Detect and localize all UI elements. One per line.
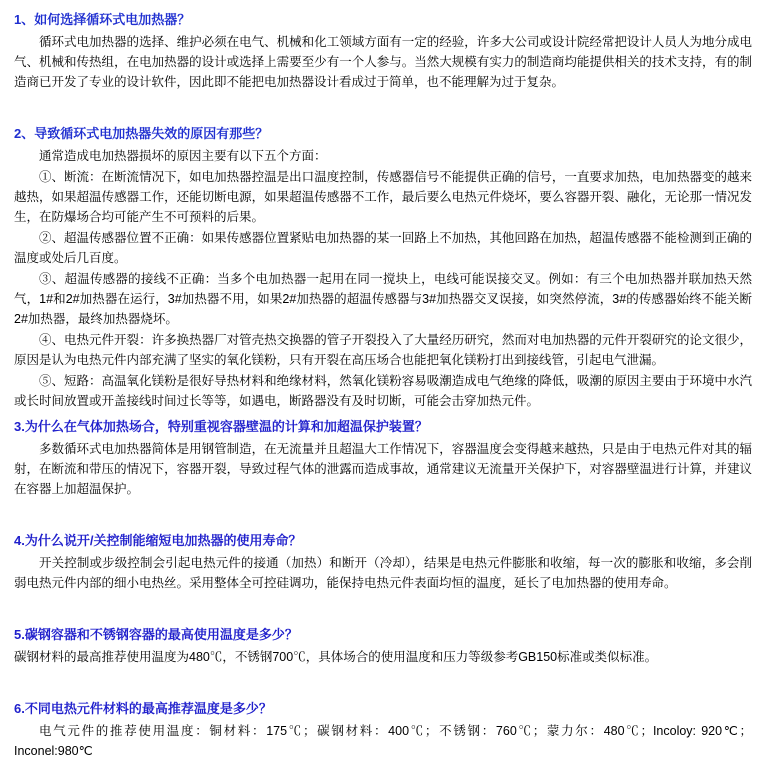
faq-heading-3: 3.为什么在气体加热场合，特别重视容器壁温的计算和加超温保护装置？ (14, 419, 428, 434)
spacer-4 (14, 673, 752, 699)
spacer-3 (14, 599, 752, 625)
faq-paragraph-4-1: 开关控制或步级控制会引起电热元件的接通（加热）和断开（冷却），结果是电热元件膨胀和收缩，每一次的膨胀和收缩，多会削弱电热元件内部的细小电热丝。采用整体全可控硅调功，能保持电热元件表面均恒的温度，延长了电加热器的使用寿命。 (14, 556, 752, 590)
faq-paragraph-2-1: 通常造成电加热器损坏的原因主要有以下五个方面： (39, 149, 327, 163)
faq-heading-1: 1、如何选择循环式电加热器？ (14, 12, 191, 27)
faq-paragraph-3-1: 多数循环式电加热器简体是用钢管制造，在无流量并且超温大工作情况下，容器温度会变得越来越热，只是由于电热元件对其的辐射，在断流和带压的情况下，容器开裂，导致过程气体的泄露而造成事故，通常建议无流量开关保护下，对容器壁温进行计算，并建议在容器上加超温保护。 (14, 442, 752, 496)
faq-section-6 (14, 699, 752, 761)
spacer-2 (14, 505, 752, 531)
faq-heading-6: 6.不同电热元件材料的最高推荐温度是多少？ (14, 701, 272, 716)
faq-paragraph-5-1: 碳钢材料的最高推荐使用温度为480℃，不锈钢700℃，具体场合的使用温度和压力等级参考GB150标准或类似标准。 (14, 650, 658, 664)
faq-heading-4: 4.为什么说开/关控制能缩短电加热器的使用寿命？ (14, 533, 302, 548)
faq-section-4 (14, 531, 752, 593)
faq-paragraph-1-1: 循环式电加热器的选择、维护必须在电气、机械和化工领域方面有一定的经验，许多大公司或设计院经常把设计人员人为地分成电气、机械和传热组，在电加热器的设计或选择上需要至少有一个人参与。当然大规模有实力的制造商均能提供相关的技术支持，有的制造商已开发了专业的设计软件，因此即不能把电加热器设计看成过于简单，也不能理解为过于复杂。 (14, 35, 752, 89)
faq-heading-2: 2、导致循环式电加热器失效的原因有那些？ (14, 126, 269, 141)
spacer-1 (14, 98, 752, 124)
faq-paragraph-2-3: ②、超温传感器位置不正确：如果传感器位置紧贴电加热器的某一回路上不加热，其他回路在加热，超温传感器不能检测到正确的温度或处后几百度。 (14, 231, 752, 265)
faq-paragraph-2-4: ③、超温传感器的接线不正确：当多个电加热器一起用在同一搅块上，电线可能误接交叉。例如：有三个电加热器并联加热天然气，1#和2#加热器在运行，3#加热器不用，如果2#加热器的超温传感器与3#加热器交叉误接，如突然停流，3#的传感器始终不能关断2#加热器，最终加热器烧坏。 (14, 272, 752, 326)
faq-section-3 (14, 417, 752, 499)
faq-paragraph-6-1: 电气元件的推荐使用温度：铜材料：175℃；碳钢材料：400℃；不锈钢：760℃；蒙力尔：480℃；Incoloy: 920℃；Inconel:980℃ (14, 724, 752, 758)
faq-paragraph-2-2: ①、断流：在断流情况下，如电加热器控温是出口温度控制，传感器信号不能提供正确的信号，一直要求加热，电加热器变的越来越热，如果超温传感器工作，还能切断电源，如果超温传感器不工作，最后要么电热元件烧坏，要么容器开裂、融化，无论那一情况发生，在防爆场合均可能产生不可预料的后果。 (14, 170, 752, 224)
faq-section-2 (14, 124, 752, 411)
faq-section-5 (14, 625, 752, 667)
faq-heading-5: 5.碳钢容器和不锈钢容器的最高使用温度是多少？ (14, 627, 298, 642)
faq-section-1 (14, 10, 752, 92)
faq-paragraph-2-6: ⑤、短路：高温氧化镁粉是很好导热材料和绝缘材料，然氧化镁粉容易吸潮造成电气绝缘的降低，吸潮的原因主要由于环境中水汽或长时间放置或开盖接线时间过长等等，如遇电，断路器没有及时切断，可能会击穿加热元件。 (14, 374, 752, 408)
faq-paragraph-2-5: ④、电热元件开裂：许多换热器厂对管壳热交换器的管子开裂投入了大量经历研究，然而对电加热器的元件开裂研究的论文很少，原因是认为电热元件内部充满了坚实的氧化镁粉，只有开裂在高压场合也能把氧化镁粉打出到接线管，引起电气泄漏。 (14, 333, 752, 367)
